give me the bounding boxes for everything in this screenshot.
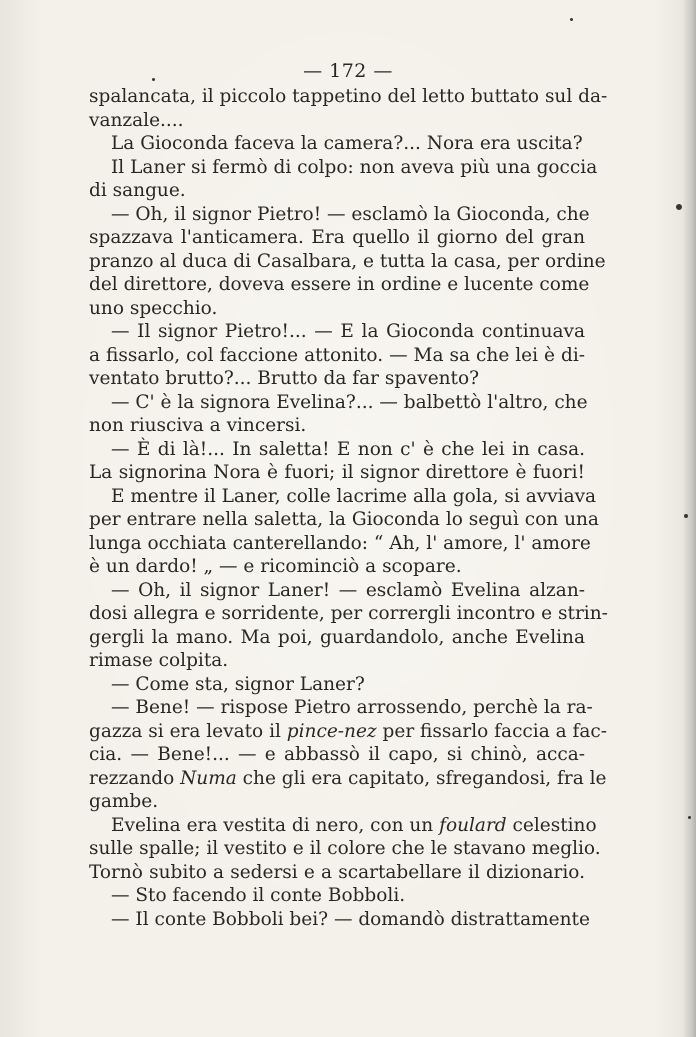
text-segment: — Il conte Bobboli bei? — domandò distrattamente [111,908,590,930]
text-line [89,297,585,321]
text-line [89,555,585,579]
text-segment: — Sto facendo il conte Bobboli. [111,885,406,906]
text-line [89,344,585,368]
text-line [89,602,608,626]
text-line [89,814,597,838]
text-line [89,884,585,908]
text-line [89,908,590,932]
text-line [89,649,585,673]
text-segment: rezzando [89,767,181,789]
text-segment: ventato brutto?... Brutto da far spavento? [89,368,480,389]
text-line [89,485,597,509]
text-line [89,273,590,297]
text-line [89,203,590,227]
page-number: — 172 — [303,60,393,82]
text-line [89,720,608,744]
text-segment: gazza si era levato il [89,720,287,742]
text-line [89,673,585,697]
text-line [89,226,585,250]
text-segment: Evelina era vestita di nero, con un [111,814,440,836]
ink-speck [152,78,155,81]
text-segment: — C' è la signora Evelina?... — balbettò l'altro, che [111,391,588,413]
text-segment: celestino [506,814,597,836]
text-segment: spazzava l'anticamera. Era quello il giorno del gran [89,227,585,248]
text-segment: — Bene! — rispose Pietro arrossendo, perchè la ra- [111,697,593,718]
text-line [89,320,585,344]
text-segment: gergli la mano. Ma poi, guardandolo, anche Evelina [89,626,585,648]
ink-speck [570,18,573,21]
text-line [89,626,585,650]
text-line [89,85,608,109]
text-line [89,250,606,274]
text-segment: dosi allegra e sorridente, per corrergli incontro e strin- [89,603,608,624]
text-line [89,579,585,603]
text-segment: — È di là!... In saletta! E non c' è che lei in casa. [111,438,585,460]
text-line [89,743,585,767]
text-segment: E mentre il Laner, colle lacrime alla gola, si avviava [111,485,597,507]
text-segment: non riusciva a vincersi. [89,415,307,436]
page-edge-shadow [682,0,696,1037]
italic-text: foulard [439,814,507,836]
text-segment: — Oh, il signor Laner! — esclamò Evelina alzan- [111,579,585,601]
text-line [89,367,585,391]
text-segment: Il Laner si fermò di colpo: non aveva più una goccia [111,156,598,178]
ink-speck [688,816,691,819]
text-line [89,156,598,180]
italic-text: Numa [180,767,237,789]
text-line [89,790,585,814]
text-segment: spalancata, il piccolo tappetino del letto buttato sul da- [89,86,608,107]
text-segment: La Gioconda faceva la camera?... Nora era uscita? [111,133,583,154]
text-segment: cia. — Bene!... — e abbassò il capo, si chinò, acca- [89,744,585,765]
text-segment: per fissarlo faccia a fac- [376,720,608,742]
text-segment: vanzale.... [89,109,184,131]
italic-text: pince-nez [286,720,377,742]
text-line [89,837,601,861]
ink-speck [676,204,682,210]
text-line [89,179,585,203]
text-line [89,438,585,462]
text-line [89,508,599,532]
text-segment: — Il signor Pietro!... — E la Gioconda continuava [111,321,585,342]
text-segment: rimase colpita. [89,650,229,671]
ink-speck [684,514,688,518]
text-segment: a fissarlo, col faccione attonito. — Ma sa che lei è di- [89,344,585,366]
text-line [89,767,607,791]
text-segment: di sangue. [89,180,186,201]
body-text [89,85,608,931]
text-line [89,391,588,415]
text-segment: Tornò subito a sedersi e a scartabellare il dizionario. [89,861,585,883]
text-segment: che gli era capitato, sfregandosi, fra le [236,767,607,789]
text-line [89,461,585,485]
text-segment: del direttore, doveva essere in ordine e lucente come [89,274,590,295]
text-segment: — Come sta, signor Laner? [111,673,365,695]
text-segment: gambe. [89,791,159,812]
text-line [89,696,593,720]
text-segment: per entrare nella saletta, la Gioconda lo seguì con una [89,509,599,530]
text-segment: La signorina Nora è fuori; il signor direttore è fuori! [89,462,585,483]
text-line [89,532,591,556]
text-segment: — Oh, il signor Pietro! — esclamò la Gioconda, che [111,203,590,225]
text-segment: lunga occhiata canterellando: “ Ah, l' amore, l' amore [89,532,591,554]
text-segment: uno specchio. [89,297,218,319]
text-line [89,109,585,133]
text-line [89,861,585,885]
text-segment: è un dardo! „ — e ricominciò a scopare. [89,556,462,577]
text-line [89,132,585,156]
text-segment: sulle spalle; il vestito e il colore che le stavano meglio. [89,838,601,859]
text-segment: pranzo al duca di Casalbara, e tutta la casa, per ordine [89,250,606,272]
text-line [89,414,585,438]
